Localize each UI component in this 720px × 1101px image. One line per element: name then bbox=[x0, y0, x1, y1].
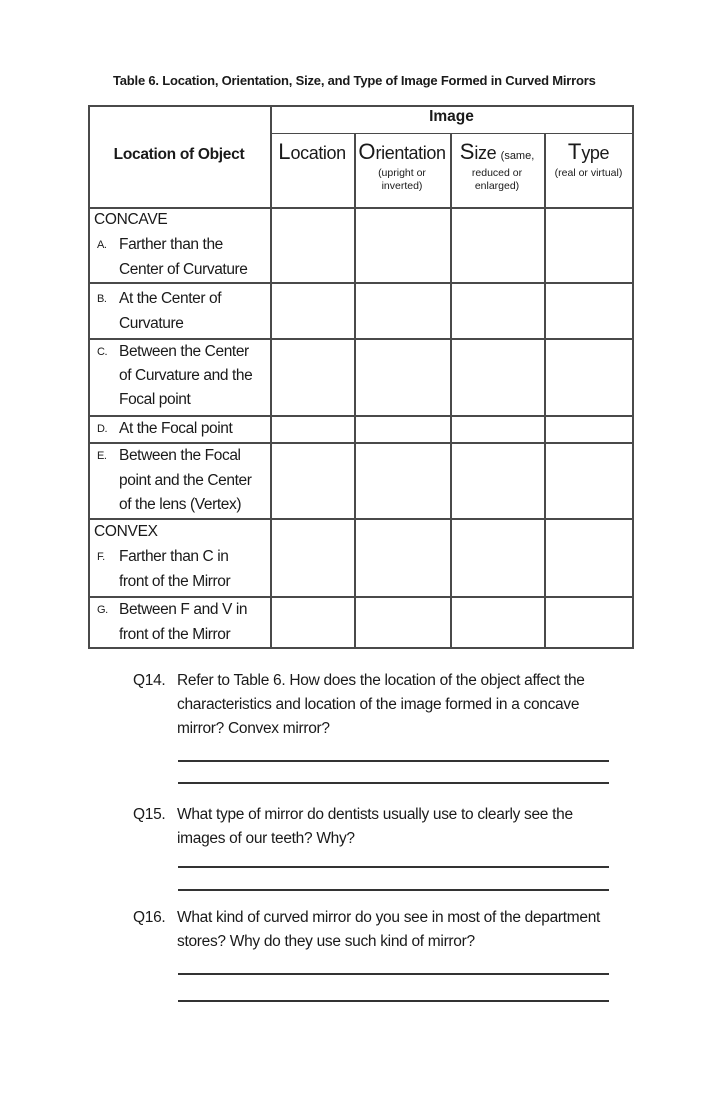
orientation-column-header: Orientation (upright or inverted) bbox=[354, 139, 450, 193]
image-header: Image bbox=[429, 108, 474, 125]
row-concave-a: A. Farther than the Center of Curvature bbox=[97, 236, 248, 278]
orientation-note: (upright or inverted) bbox=[378, 167, 426, 192]
convex-heading: CONVEX bbox=[94, 523, 158, 540]
answer-line-q14[interactable] bbox=[178, 782, 609, 784]
question-text: characteristics and location of the image formed in a concave bbox=[177, 696, 580, 713]
observation-table bbox=[88, 105, 633, 649]
size-column-header: Size (same, reduced or enlarged) bbox=[450, 139, 544, 193]
object-location-header: Location of Object bbox=[113, 146, 245, 163]
column-divider bbox=[450, 133, 452, 649]
question-number: Q14. bbox=[133, 672, 166, 689]
answer-line-q16[interactable] bbox=[178, 1000, 609, 1002]
row-concave-e: E. Between the Focal point and the Center of the lens (Vertex) bbox=[97, 447, 252, 513]
location-column-header: Location bbox=[278, 139, 346, 164]
row-concave-d: D. At the Focal point bbox=[97, 420, 233, 437]
answer-line-q14[interactable] bbox=[178, 760, 609, 762]
type-note: (real or virtual) bbox=[554, 167, 623, 179]
table-border-left bbox=[88, 105, 90, 649]
column-divider bbox=[544, 133, 546, 649]
question-text: Refer to Table 6. How does the location of the object affect the bbox=[177, 672, 585, 689]
image-header-rule bbox=[270, 133, 633, 134]
question-text: stores? Why do they use such kind of mirror? bbox=[177, 933, 475, 950]
question-text: images of our teeth? Why? bbox=[177, 830, 355, 847]
row-convex-g: G. Between F and V in front of the Mirror bbox=[97, 601, 248, 643]
row-concave-c: C. Between the Center of Curvature and the Focal point bbox=[97, 343, 253, 408]
header-bottom-rule bbox=[88, 207, 633, 209]
question-q15 bbox=[133, 803, 633, 853]
question-number: Q15. bbox=[133, 806, 166, 823]
question-text: mirror? Convex mirror? bbox=[177, 720, 330, 737]
row-concave-b: B. At the Center of Curvature bbox=[97, 290, 222, 332]
type-column-header: Type (real or virtual) bbox=[544, 139, 633, 180]
row-convex-f: F. Farther than C in front of the Mirror bbox=[97, 548, 231, 590]
table-border-top bbox=[88, 105, 633, 107]
question-q14 bbox=[133, 669, 633, 744]
table-title: Table 6. Location, Orientation, Size, and Type of Image Formed in Curved Mirrors bbox=[113, 73, 596, 88]
size-note: reduced or enlarged) bbox=[471, 167, 523, 192]
table-border-right bbox=[632, 105, 634, 649]
answer-line-q15[interactable] bbox=[178, 889, 609, 891]
question-q16 bbox=[133, 906, 653, 956]
question-text: What kind of curved mirror do you see in most of the department bbox=[177, 909, 601, 926]
concave-heading: CONCAVE bbox=[94, 211, 168, 228]
answer-line-q16[interactable] bbox=[178, 973, 609, 975]
answer-line-q15[interactable] bbox=[178, 866, 609, 868]
column-divider bbox=[270, 105, 272, 649]
question-text: What type of mirror do dentists usually use to clearly see the bbox=[177, 806, 573, 823]
column-divider bbox=[354, 133, 356, 649]
question-number: Q16. bbox=[133, 909, 166, 926]
